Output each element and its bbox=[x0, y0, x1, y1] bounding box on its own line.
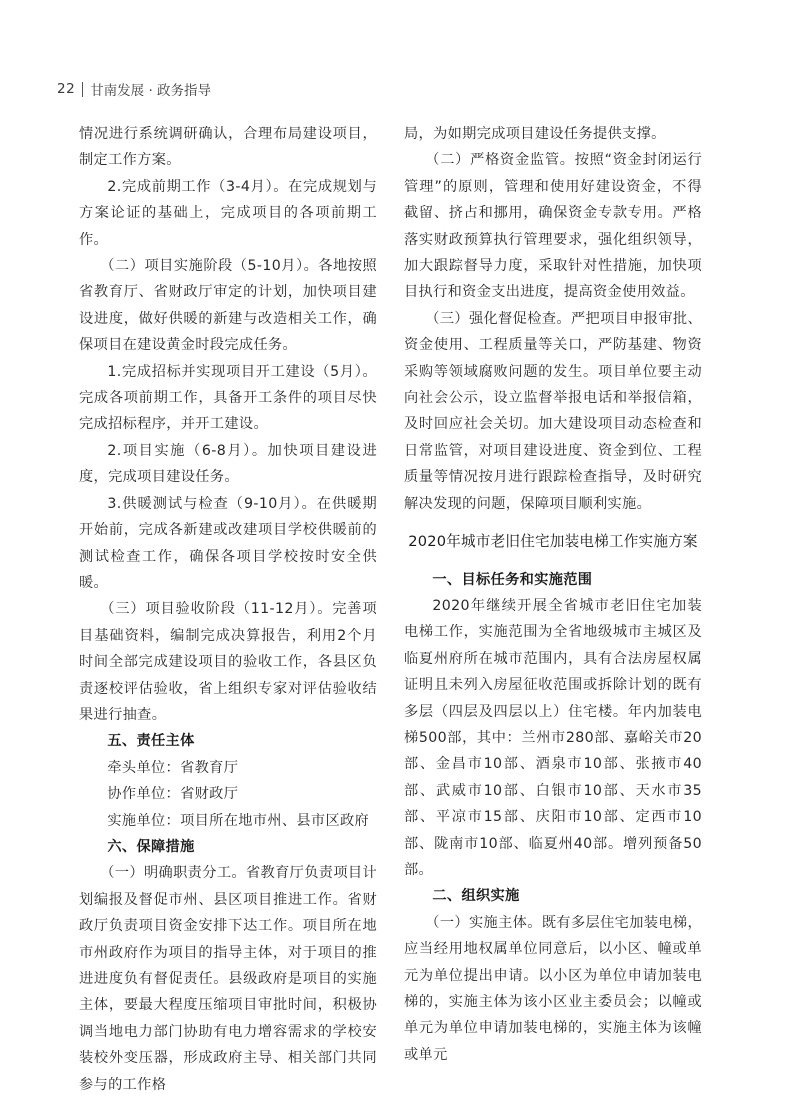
paragraph: （三）项目验收阶段（11-12月）。完善项目基础资料，编制完成决算报告，利用2个月时间全部完成建设项目的验收工作，各县区负责逐校评估验收，省上组织专家对评估验收结果进行抽查。 bbox=[79, 601, 377, 723]
paragraph: 实施单位：项目所在地市州、县市区政府 bbox=[107, 812, 370, 829]
paragraph: （一）明确职责分工。省教育厅负责项目计划编报及督促市州、县区项目推进工作。省财政厅负责项目资金安排下达工作。项目所在地市州政府作为项目的指导主体，对于项目的推进进度负有督促责任。县级政府是项目的实施主体，要最大程度压缩项目审批时间，积极协调当地电力部门协助有电力增容需求的学校安装校外变压器，形成政府主导、相关部门共同参与的工作格 bbox=[79, 865, 377, 1093]
header-divider bbox=[82, 82, 83, 97]
paragraph: 2.项目实施（6-8月）。加快项目建设进度，完成项目建设任务。 bbox=[79, 442, 377, 486]
paragraph: 协作单位：省财政厅 bbox=[107, 786, 239, 803]
paragraph: 1.完成招标并实现项目开工建设（5月）。完成各项前期工作，具备开工条件的项目尽快完成招标程序，并开工建设。 bbox=[79, 363, 377, 433]
section-heading: 二、组织实施 bbox=[432, 888, 520, 905]
paragraph: （一）实施主体。既有多层住宅加装电梯，应当经用地权属单位同意后，以小区、幢或单元为单位提出申请。以小区为单位申请加装电梯的，实施主体为该小区业主委员会；以幢或单元为单位申请加装电梯的，实施主体为该幢或单元 bbox=[404, 914, 702, 1063]
paragraph: 局，为如期完成项目建设任务提供支撑。 bbox=[404, 126, 666, 142]
paragraph: 2.完成前期工作（3-4月）。在完成规划与方案论证的基础上，完成项目的各项前期工作。 bbox=[79, 178, 377, 248]
article-title: 2020年城市老旧住宅加装电梯工作实施方案 bbox=[408, 533, 698, 551]
page-header bbox=[57, 79, 211, 99]
section-heading: 一、目标任务和实施范围 bbox=[432, 571, 593, 588]
paragraph: 2020年继续开展全省城市老旧住宅加装电梯工作，实施范围为全省地级城市主城区及临夏州府所在城市范围内，具有合法房屋权属证明且未列入房屋征收范围或拆除计划的既有多层（四层及四层以上）住宅楼。年内加装电梯500部，其中：兰州市280部、嘉峪关市20部、金昌市10部、酒泉市10部、张掖市40部、武威市10部、白银市10部、天水市35部、平凉市15部、庆阳市10部、定西市10部、陇南市10部、临夏州40部。增列预备50部。 bbox=[404, 597, 702, 878]
right-column bbox=[404, 121, 702, 1068]
paragraph: 牵头单位：省教育厅 bbox=[107, 759, 239, 776]
paragraph: 3.供暖测试与检查（9-10月）。在供暖期开始前，完成各新建或改建项目学校供暖前的测试检查工作，确保各项目学校按时安全供暖。 bbox=[79, 495, 377, 591]
section-heading: 五、责任主体 bbox=[107, 733, 195, 750]
paragraph: （三）强化督促检查。严把项目申报审批、资金使用、工程质量等关口，严防基建、物资采购等领域腐败问题的发生。项目单位要主动向社会公示，设立监督举报电话和举报信箱，及时回应社会关切。加大建设项目动态检查和日常监管，对项目建设进度、资金到位、工程质量等情况按月进行跟踪检查指导，及时研究解决发现的问题，保障项目顺利实施。 bbox=[404, 310, 702, 512]
page-number: 22 bbox=[57, 81, 76, 97]
paragraph: 情况进行系统调研确认，合理布局建设项目，制定工作方案。 bbox=[79, 126, 377, 169]
paragraph: （二）项目实施阶段（5-10月）。各地按照省教育厅、省财政厅审定的计划，加快项目建设进度，做好供暖的新建与改造相关工作，确保项目在建设黄金时段完成任务。 bbox=[79, 258, 377, 354]
paragraph: （二）严格资金监管。按照“资金封闭运行管理”的原则，管理和使用好建设资金，不得截留、挤占和挪用，确保资金专款专用。严格落实财政预算执行管理要求，强化组织领导，加大跟踪督导力度，采取针对性措施，加快项目执行和资金支出进度，提高资金使用效益。 bbox=[404, 152, 702, 301]
section-heading: 六、保障措施 bbox=[107, 838, 195, 855]
section-title: 甘南发展 · 政务指导 bbox=[90, 83, 212, 99]
left-column bbox=[79, 121, 377, 1098]
